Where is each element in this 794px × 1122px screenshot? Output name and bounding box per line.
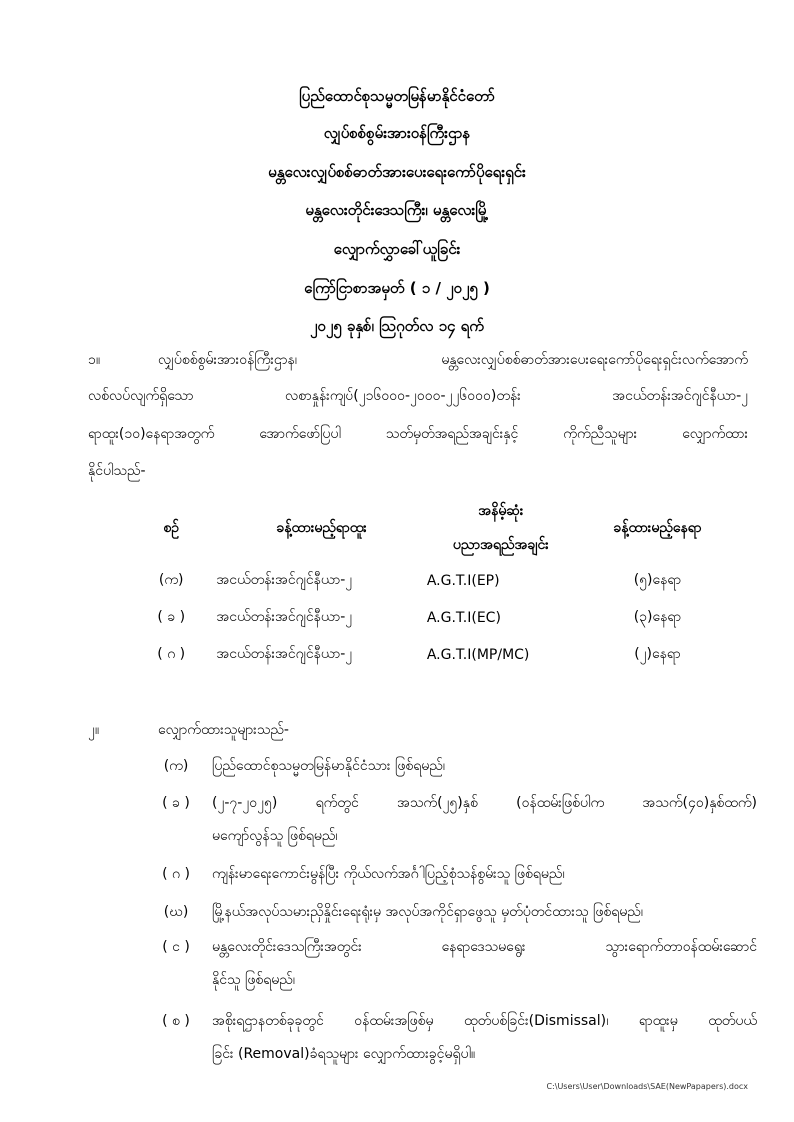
header-count: ခန့်ထားမည့်နေရာ [613, 519, 702, 536]
header-qualification-line1: အနိမ့်ဆုံး [478, 503, 524, 519]
footer-file-path: C:\Users\User\Downloads\SAE(NewPapapers).docx [546, 1082, 748, 1091]
header-position: ခန့်ထားမည့်ရာထူး [276, 519, 367, 536]
para2-title: လျှောက်ထားသူများသည်- [158, 722, 289, 738]
positions-table [140, 494, 740, 673]
row-position: အငယ်တန်းအင်ဂျင်နီယာ-၂ [216, 646, 353, 662]
row-position: အငယ်တန်းအင်ဂျင်နီယာ-၂ [216, 572, 353, 588]
row-no: ( ဂ ) [157, 646, 186, 662]
table-row [140, 562, 740, 599]
header-qualification-line2: ပညာအရည်အချင်း [452, 537, 549, 553]
item-text-line1: (၂-၇-၂၀၂၅) ရက်တွင် အသက်(၂၅)နှစ် (ဝန်ထမ်းဖြစ်ပါက အသက်(၄၀)နှစ်ထက်) [212, 795, 757, 811]
header-corporation: မန္တလေးလျှပ်စစ်ဓာတ်အားပေးရေးကော်ပိုရေးရှင်း [268, 163, 526, 181]
item-marker: (ဃ) [163, 904, 189, 920]
item-text-line1: အစိုးရဌာနတစ်ခုခုတွင် ဝန်ထမ်းအဖြစ်မှ ထုတ်ပစ်ခြင်း(Dismissal)၊ ရာထူးမှ ထုတ်ပယ် [212, 1013, 757, 1029]
para1-line3: ရာထူး(၁၀)နေရာအတွက် အောက်ဖော်ပြပါ သတ်မှတ်အရည်အချင်းနှင့် ကိုက်ညီသူများ လျှောက်ထား [88, 426, 748, 442]
para1-number: ၁။ [88, 352, 101, 368]
item-text-line2: မကျော်လွန်သူ ဖြစ်ရမည်၊ [212, 828, 338, 844]
header-title: လျှောက်လွှာခေါ်ယူခြင်း [333, 240, 461, 258]
item-marker: ( ခ ) [162, 795, 190, 811]
list-item [156, 931, 756, 1001]
list-item [156, 896, 756, 936]
list-item [156, 1005, 756, 1075]
item-marker: ( င ) [162, 939, 190, 955]
table-header-row [140, 494, 740, 562]
item-marker: ( ဂ ) [162, 866, 190, 882]
row-qualification: A.G.T.I(MP/MC) [426, 646, 530, 663]
para1-line4: နိုင်ပါသည်- [88, 463, 146, 479]
row-count: (၃)နေရာ [633, 609, 682, 625]
item-text: မြို့နယ်အလုပ်သမားညှိနှိုင်းရေးရုံးမှ အလုပ်အကိုင်ရှာဖွေသူ မှတ်ပုံတင်ထားသူ ဖြစ်ရမည်၊ [212, 904, 643, 920]
header-no: စဉ် [163, 519, 180, 536]
item-text-line2: ခြင်း (Removal)ခံရသူများ လျှောက်ထားခွင့်မရှိပါ။ [212, 1046, 476, 1062]
table-row [140, 599, 740, 636]
list-item [156, 787, 756, 857]
item-text-line1: မန္တလေးတိုင်းဒေသကြီးအတွင်း နေရာဒေသမရွေး သွားရောက်တာဝန်ထမ်းဆောင် [212, 939, 757, 955]
header-location: မန္တလေးတိုင်းဒေသကြီး၊ မန္တလေးမြို့ [305, 201, 489, 219]
row-qualification: A.G.T.I(EC) [426, 609, 501, 626]
item-text: ကျန်းမာရေးကောင်းမွန်ပြီး ကိုယ်လက်အင်္ဂါပြည့်စုံသန်စွမ်းသူ ဖြစ်ရမည်၊ [212, 866, 565, 882]
para1-line2: လစ်လပ်လျက်ရှိသော လစာနှုန်းကျပ်(၂၁၆၀၀၀-၂၀၀၀-၂၂၆၀၀၀)တန်း အငယ်တန်းအင်ဂျင်နီယာ-၂ [88, 388, 748, 404]
list-item [156, 858, 756, 898]
list-item [156, 750, 756, 790]
item-text: ပြည်ထောင်စုသမ္မတမြန်မာနိုင်ငံသား ဖြစ်ရမည်၊ [212, 758, 445, 774]
para1-line1: လျှပ်စစ်စွမ်းအားဝန်ကြီးဌာန၊ မန္တလေးလျှပ်စစ်ဓာတ်အားပေးရေးကော်ပိုရေးရှင်းလက်အောက် [158, 352, 748, 368]
row-count: (၂)နေရာ [634, 646, 681, 662]
row-count: (၅)နေရာ [633, 572, 682, 588]
item-marker: ( စ ) [162, 1013, 190, 1029]
table-row [140, 636, 740, 673]
row-qualification: A.G.T.I(EP) [426, 572, 500, 589]
para2-number: ၂။ [88, 722, 100, 738]
row-no: ( ခ ) [157, 609, 186, 625]
header-date: ၂၀၂၅ ခုနှစ်၊ ဩဂုတ်လ ၁၄ ရက် [310, 317, 484, 335]
header-qualification [427, 494, 575, 562]
header-country: ပြည်ထောင်စုသမ္မတမြန်မာနိုင်ငံတော် [299, 87, 495, 105]
item-text-line2: နိုင်သူ ဖြစ်ရမည်၊ [212, 972, 295, 988]
header-ministry: လျှပ်စစ်စွမ်းအားဝန်ကြီးဌာန [323, 124, 471, 142]
row-no: (က) [158, 572, 184, 588]
row-position: အငယ်တန်းအင်ဂျင်နီယာ-၂ [216, 609, 353, 625]
header-announcement-number: ကြော်ငြာစာအမှတ် ( ၁ / ၂၀၂၅ ) [304, 279, 490, 297]
item-marker: (က) [163, 758, 189, 774]
